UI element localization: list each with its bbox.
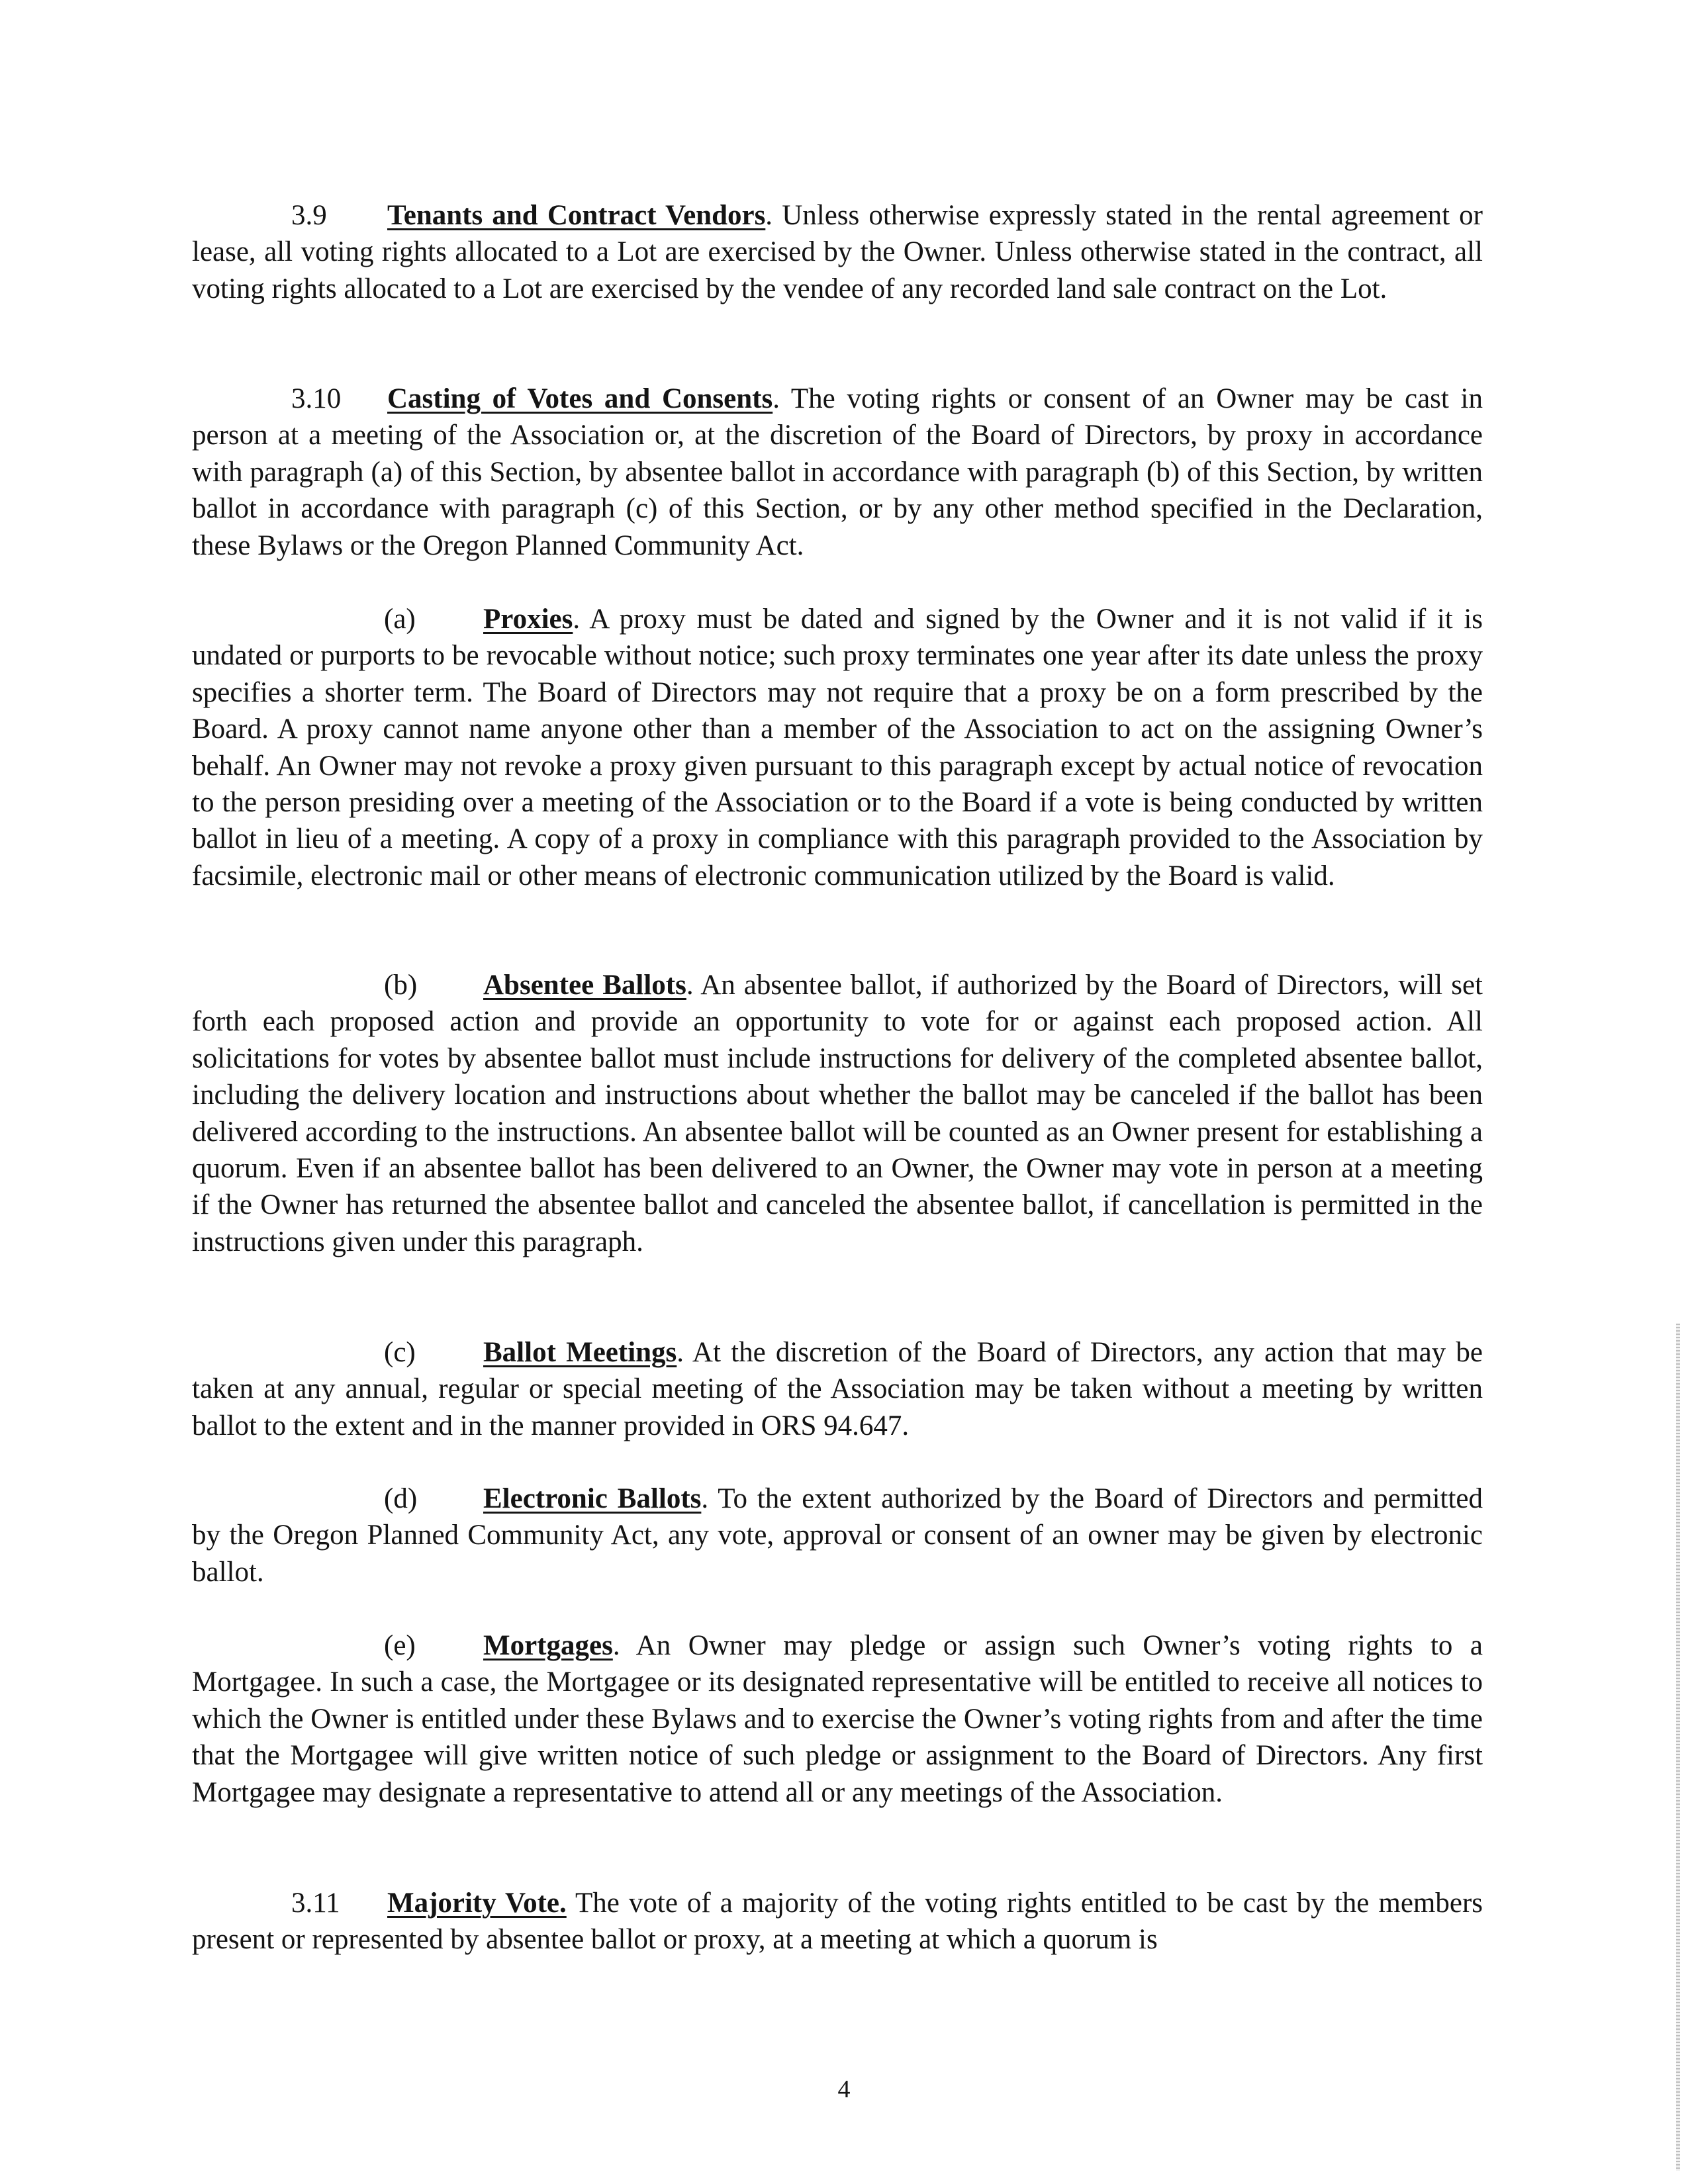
paragraph-heading: Electronic Ballots bbox=[483, 1483, 702, 1514]
paragraph-number: (e) bbox=[384, 1630, 416, 1661]
paragraph-d-electronic-ballots bbox=[192, 1480, 1483, 1590]
section-body: . The voting rights or consent of an Owner may be cast in person at a meeting of the Association or, at the discretion of the Board of Directors, by proxy in accordance with paragraph (a) of this Section, by absentee ballot in accordance with paragraph (b) of this Section, by written ballot in accordance with paragraph (c) of this Section, or by any other method specified in the Declaration, these Bylaws or the Oregon Planned Community Act. bbox=[192, 383, 1483, 561]
section-body: . Unless otherwise expressly stated in the rental agreement or lease, all voting rights allocated to a Lot are exercised by the Owner. Unless otherwise stated in the contract, all voting rights allocated to a Lot are exercised by the vendee of any recorded land sale contract on the Lot. bbox=[192, 200, 1483, 304]
paragraph-body: . An absentee ballot, if authorized by the Board of Directors, will set forth each proposed action and provide an opportunity to vote for or against each proposed action. All solicitations for votes by absentee ballot must include instructions for delivery of the completed absentee ballot, including the delivery location and instructions about whether the ballot may be canceled if the ballot has been delivered according to the instructions. An absentee ballot will be counted as an Owner present for establishing a quorum. Even if an absentee ballot has been delivered to an Owner, the Owner may vote in person at a meeting if the Owner has returned the absentee ballot and canceled the absentee ballot, if cancellation is permitted in the instructions given under this paragraph. bbox=[192, 970, 1483, 1257]
paragraph-heading: Absentee Ballots bbox=[483, 970, 686, 1001]
section-heading: Majority Vote. bbox=[387, 1888, 567, 1919]
section-heading: Casting of Votes and Consents bbox=[387, 383, 773, 414]
section-number: 3.9 bbox=[291, 200, 327, 231]
paragraph-number: (a) bbox=[384, 604, 416, 635]
section-number: 3.11 bbox=[291, 1888, 340, 1919]
paragraph-e-mortgages bbox=[192, 1627, 1483, 1811]
paragraph-heading: Mortgages bbox=[483, 1630, 613, 1661]
paragraph-body: . To the extent authorized by the Board of Directors and permitted by the Oregon Planned Community Act, any vote, approval or consent of an owner may be given by electronic ballot. bbox=[192, 1483, 1483, 1588]
section-body: The vote of a majority of the voting rights entitled to be cast by the members present or represented by absentee ballot or proxy, at a meeting at which a quorum is bbox=[192, 1888, 1483, 1956]
paragraph-heading: Proxies bbox=[483, 604, 573, 635]
paragraph-b-absentee-ballots bbox=[192, 967, 1483, 1260]
paragraph-a-proxies bbox=[192, 601, 1483, 894]
paragraph-number: (b) bbox=[384, 970, 418, 1001]
paragraph-body: . At the discretion of the Board of Directors, any action that may be taken at any annual, regular or special meeting of the Association may be taken without a meeting by written ballot to the extent and in the manner provided in ORS 94.647. bbox=[192, 1337, 1483, 1441]
section-3-10 bbox=[192, 381, 1483, 564]
paragraph-c-ballot-meetings bbox=[192, 1334, 1483, 1444]
section-number: 3.10 bbox=[291, 383, 342, 414]
scan-edge-artifact bbox=[1676, 1324, 1680, 2171]
paragraph-body: . A proxy must be dated and signed by the Owner and it is not valid if it is undated or purports to be revocable without notice; such proxy terminates one year after its date unless the proxy specifies a shorter term. The Board of Directors may not require that a proxy be on a form prescribed by the Board. A proxy cannot name anyone other than a member of the Association to act on the assigning Owner’s behalf. An Owner may not revoke a proxy given pursuant to this paragraph except by actual notice of revocation to the person presiding over a meeting of the Association or to the Board if a vote is being conducted by written ballot in lieu of a meeting. A copy of a proxy in compliance with this paragraph provided to the Association by facsimile, electronic mail or other means of electronic communication utilized by the Board is valid. bbox=[192, 604, 1483, 891]
paragraph-body: . An Owner may pledge or assign such Owner’s voting rights to a Mortgagee. In such a case, the Mortgagee or its designated representative will be entitled to receive all notices to which the Owner is entitled under these Bylaws and to exercise the Owner’s voting rights from and after the time that the Mortgagee will give written notice of such pledge or assignment to the Board of Directors. Any first Mortgagee may designate a representative to attend all or any meetings of the Association. bbox=[192, 1630, 1483, 1808]
section-3-9 bbox=[192, 197, 1483, 307]
page-number: 4 bbox=[837, 2075, 851, 2103]
paragraph-number: (d) bbox=[384, 1483, 418, 1514]
paragraph-number: (c) bbox=[384, 1337, 416, 1368]
paragraph-heading: Ballot Meetings bbox=[483, 1337, 677, 1368]
section-heading: Tenants and Contract Vendors bbox=[387, 200, 766, 231]
section-3-11 bbox=[192, 1885, 1483, 1958]
